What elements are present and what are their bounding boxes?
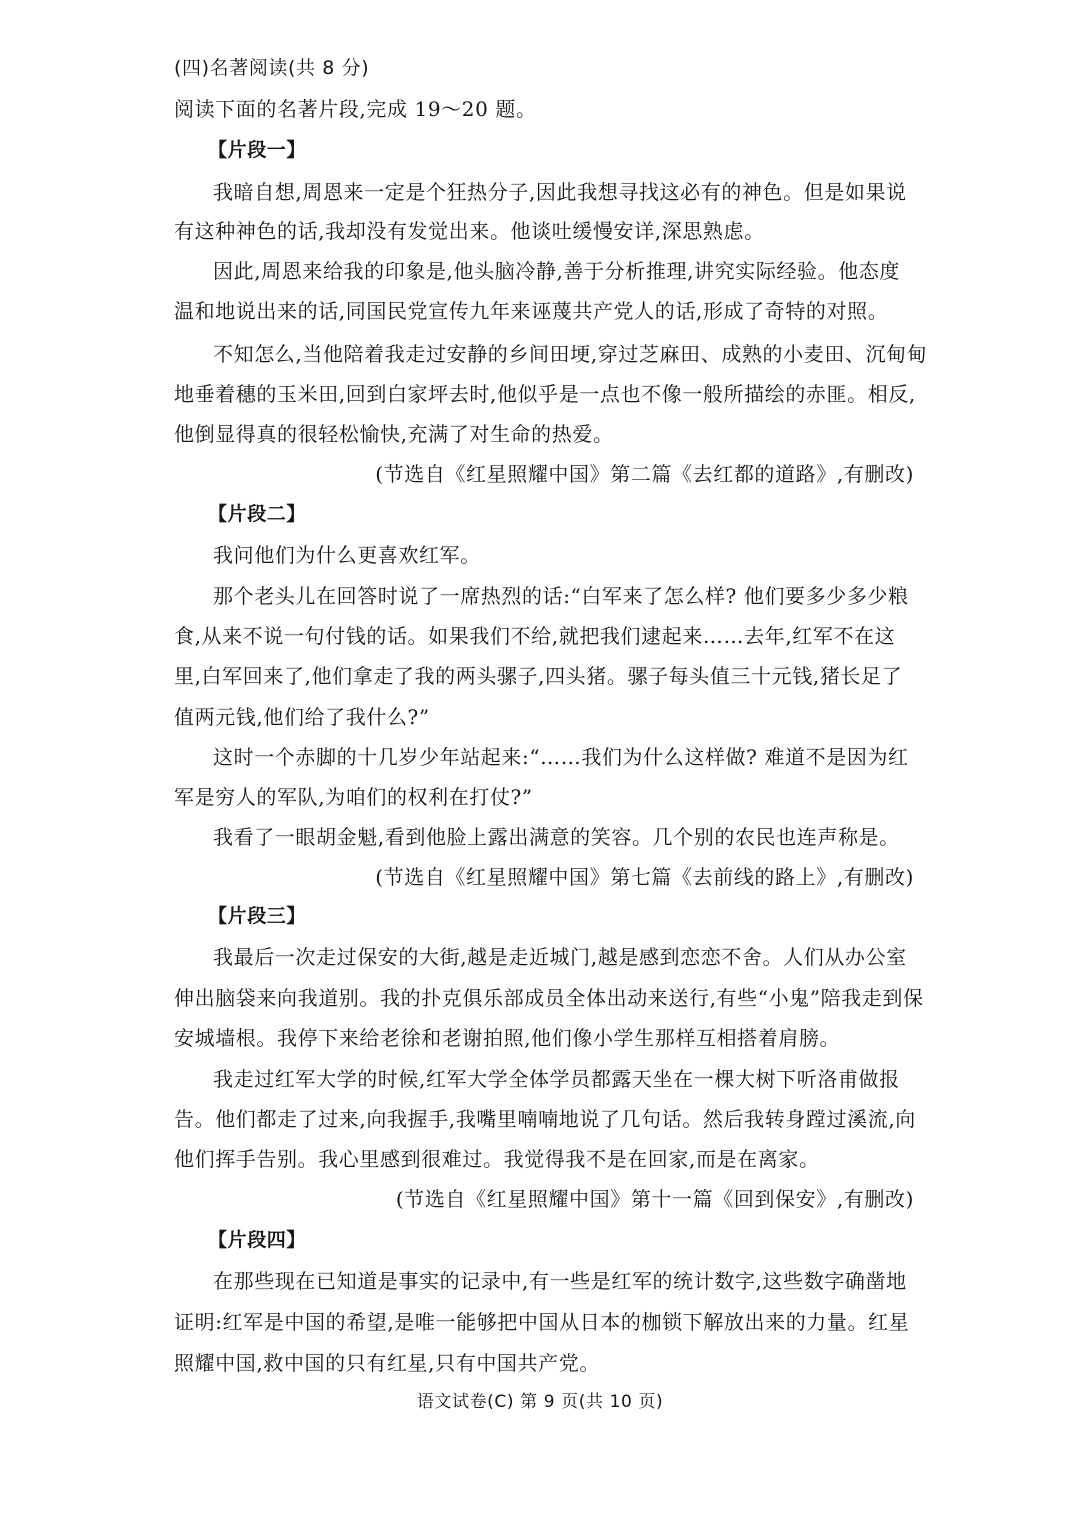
excerpt-3-line: 我走过红军大学的时候,红军大学全体学员都露天坐在一棵大树下听洛甫做报	[213, 1067, 900, 1091]
excerpt-2-line: 值两元钱,他们给了我什么?”	[174, 705, 430, 729]
excerpt-3-line: 伸出脑袋来向我道别。我的扑克俱乐部成员全体出动来送行,有些“小鬼”陪我走到保	[174, 986, 924, 1010]
excerpt-4-line: 在那些现在已知道是事实的记录中,有一些是红军的统计数字,这些数字确凿地	[213, 1269, 907, 1293]
excerpt-1-line: 不知怎么,当他陪着我走过安静的乡间田埂,穿过芝麻田、成熟的小麦田、沉甸甸	[213, 342, 928, 366]
excerpt-1-source: (节选自《红星照耀中国》第二篇《去红都的道路》,有删改)	[375, 462, 914, 486]
excerpt-3-source: (节选自《红星照耀中国》第十一篇《回到保安》,有删改)	[395, 1187, 914, 1211]
page-footer: 语文试卷(C) 第 9 页(共 10 页)	[416, 1392, 664, 1412]
excerpt-1-line: 我暗自想,周恩来一定是个狂热分子,因此我想寻找这必有的神色。但是如果说	[213, 180, 907, 204]
excerpt-3-line: 安城墙根。我停下来给老徐和老谢拍照,他们像小学生那样互相搭着肩膀。	[174, 1026, 841, 1050]
excerpt-2-line: 那个老头儿在回答时说了一席热烈的话:“白军来了怎么样? 他们要多少多少粮	[213, 584, 909, 608]
excerpt-1-line: 温和地说出来的话,同国民党宣传九年来诬蔑共产党人的话,形成了奇特的对照。	[174, 299, 889, 323]
excerpt-2-line: 里,白军回来了,他们拿走了我的两头骡子,四头猪。骡子每头值三十元钱,猪长足了	[174, 664, 903, 688]
excerpt-4-line: 照耀中国,救中国的只有红星,只有中国共产党。	[174, 1351, 600, 1375]
excerpt-4-line: 证明:红军是中国的希望,是唯一能够把中国从日本的枷锁下解放出来的力量。红星	[174, 1310, 910, 1334]
excerpt-1-line: 他倒显得真的很轻松愉快,充满了对生命的热爱。	[174, 422, 614, 446]
section-title: (四)名著阅读(共 8 分)	[174, 57, 370, 79]
excerpt-1-line: 有这种神色的话,我却没有发觉出来。他谈吐缓慢安详,深思熟虑。	[174, 219, 765, 243]
excerpt-3-label: 【片段三】	[208, 905, 307, 927]
excerpt-2-line: 食,从来不说一句付钱的话。如果我们不给,就把我们逮起来……去年,红军不在这	[174, 624, 896, 648]
excerpt-4-label: 【片段四】	[208, 1229, 307, 1251]
excerpt-1-label: 【片段一】	[208, 139, 307, 161]
excerpt-3-line: 他们挥手告别。我心里感到很难过。我觉得我不是在回家,而是在离家。	[174, 1147, 820, 1171]
excerpt-3-line: 告。他们都走了过来,向我握手,我嘴里喃喃地说了几句话。然后我转身蹚过溪流,向	[174, 1107, 916, 1131]
excerpt-1-line: 因此,周恩来给我的印象是,他头脑冷静,善于分析推理,讲究实际经验。他态度	[213, 259, 901, 283]
excerpt-2-line: 军是穷人的军队,为咱们的权利在打仗?”	[174, 785, 533, 809]
excerpt-2-line: 这时一个赤脚的十几岁少年站起来:“……我们为什么这样做? 难道不是因为红	[213, 745, 909, 769]
excerpt-1-line: 地垂着穗的玉米田,回到白家坪去时,他似乎是一点也不像一般所描绘的赤匪。相反,	[174, 382, 916, 406]
excerpt-3-line: 我最后一次走过保安的大街,越是走近城门,越是感到恋恋不舍。人们从办公室	[213, 945, 907, 969]
excerpt-2-label: 【片段二】	[208, 503, 307, 525]
excerpt-2-line: 我看了一眼胡金魁,看到他脸上露出满意的笑容。几个别的农民也连声称是。	[213, 825, 900, 849]
excerpt-2-line: 我问他们为什么更喜欢红军。	[213, 543, 481, 567]
excerpt-2-source: (节选自《红星照耀中国》第七篇《去前线的路上》,有删改)	[375, 865, 914, 889]
section-instruction: 阅读下面的名著片段,完成 19～20 题。	[174, 97, 537, 121]
